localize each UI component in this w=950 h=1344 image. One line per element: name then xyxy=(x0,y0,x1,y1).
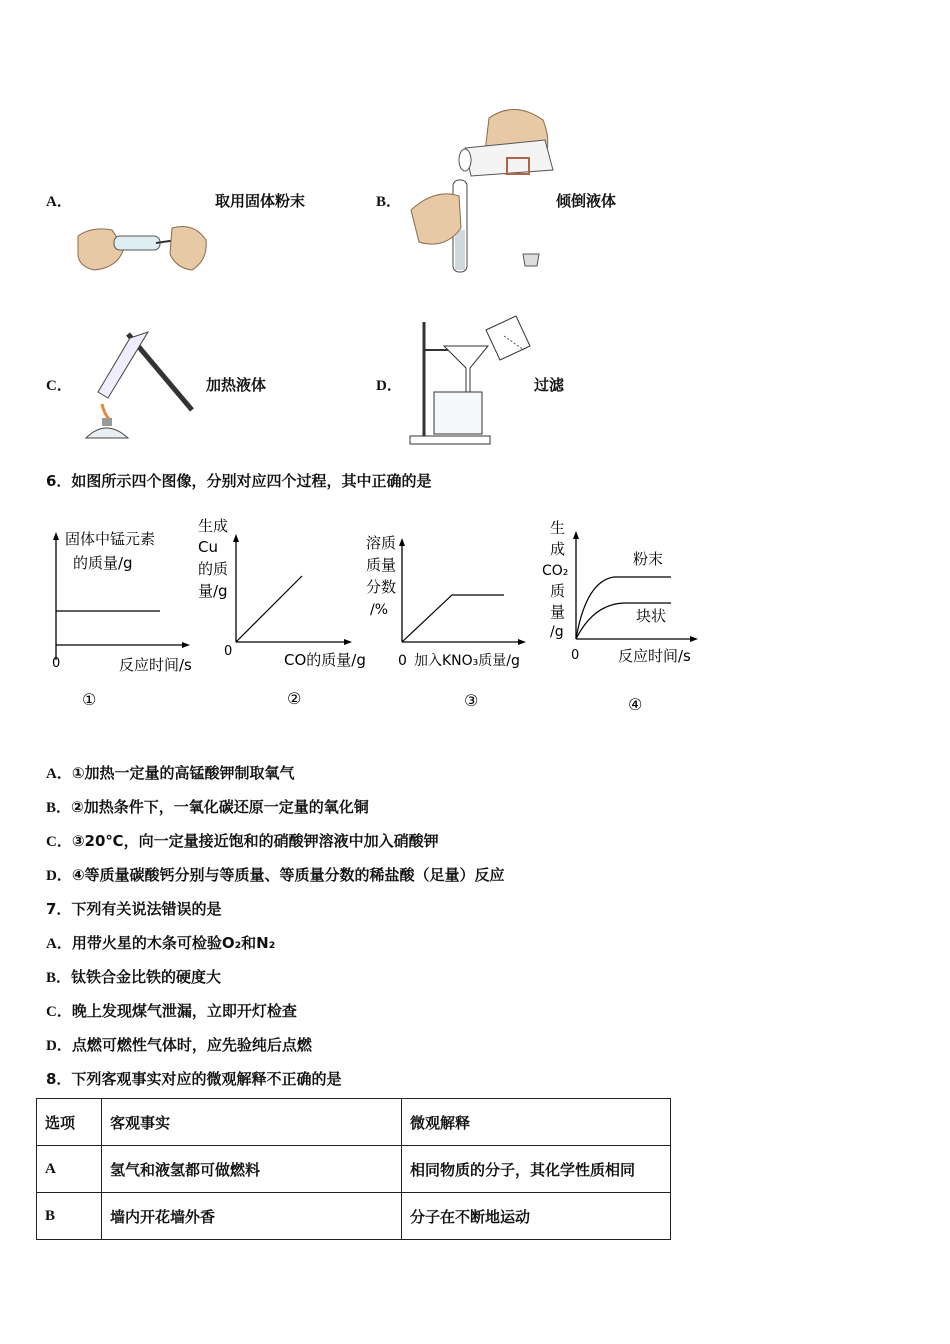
chart-2-ylabel-line-4: 量/g xyxy=(198,582,228,600)
chart-4-legend-powder: 粉末 xyxy=(633,550,664,568)
chart-4-ylabel-line-6: /g xyxy=(550,624,564,640)
chart-4-origin: 0 xyxy=(571,648,580,663)
chart-1-number: ① xyxy=(82,690,97,709)
q7-option-b-letter: B． xyxy=(46,970,72,986)
q7-option-a-text: 用带火星的木条可检验O₂和N₂ xyxy=(71,934,276,952)
filtration-icon xyxy=(404,310,534,446)
q7-option-a-letter: A． xyxy=(46,936,72,952)
q7-option-b-text: 钛铁合金比铁的硬度大 xyxy=(71,968,222,986)
chart-2 xyxy=(194,512,384,712)
chart-4-ylabel-line-2: 成 xyxy=(550,540,566,558)
q7-stem: 7．下列有关说法错误的是 xyxy=(46,900,222,918)
chart-1-ylabel-line-2: 的质量/g xyxy=(73,554,133,572)
chart-3-number: ③ xyxy=(464,691,479,710)
chart-3-ylabel-line-2: 质量 xyxy=(366,556,397,574)
chart-4 xyxy=(538,515,713,715)
heating-liquid-icon xyxy=(78,328,198,446)
option-b-caption: 倾倒液体 xyxy=(556,192,617,210)
table-cell: 氢气和液氢都可做燃料 xyxy=(102,1146,402,1193)
option-a-caption: 取用固体粉末 xyxy=(215,192,306,210)
table-row xyxy=(37,1146,671,1193)
q6-option-b-letter: B． xyxy=(46,800,72,816)
chart-4-legend-block: 块状 xyxy=(636,607,667,625)
chart-1-ylabel-line-1: 固体中锰元素 xyxy=(65,530,156,548)
chart-3-ylabel-line-4: /% xyxy=(370,602,389,618)
chart-2-number: ② xyxy=(287,689,302,708)
q7-option-c xyxy=(46,1000,297,1021)
chart-3-ylabel-line-3: 分数 xyxy=(366,578,397,596)
q6-option-a-text: ①加热一定量的高锰酸钾制取氧气 xyxy=(71,764,295,782)
q6-option-d-text: ④等质量碳酸钙分别与等质量、等质量分数的稀盐酸（足量）反应 xyxy=(71,866,505,884)
table-row xyxy=(37,1193,671,1240)
q6-option-a-letter: A． xyxy=(46,766,72,782)
option-b-letter: B． xyxy=(376,194,402,210)
q6-option-a xyxy=(46,762,295,783)
option-d-letter: D． xyxy=(376,378,402,394)
chart-3-origin: 0 xyxy=(398,653,407,669)
q7-option-b xyxy=(46,966,221,987)
chart-4-ylabel-line-5: 量 xyxy=(550,603,566,621)
chart-4-ylabel-line-3: CO₂ xyxy=(542,563,569,579)
table-header-cell: 选项 xyxy=(37,1099,102,1146)
q6-option-b-text: ②加热条件下，一氧化碳还原一定量的氧化铜 xyxy=(71,798,369,816)
chart-1-xlabel: 反应时间/s xyxy=(119,656,192,674)
table-cell: 分子在不断地运动 xyxy=(402,1193,671,1240)
chart-3-ylabel-line-1: 溶质 xyxy=(366,534,397,552)
q6-option-b xyxy=(46,796,369,817)
table-header-row xyxy=(37,1099,671,1146)
table-cell: A xyxy=(37,1146,102,1193)
q7-option-d-text: 点燃可燃性气体时，应先验纯后点燃 xyxy=(71,1036,312,1054)
q6-stem: 6．如图所示四个图像，分别对应四个过程，其中正确的是 xyxy=(46,472,432,490)
chart-2-series-line xyxy=(236,576,302,642)
q6-option-c-text: ③20℃，向一定量接近饱和的硝酸钾溶液中加入硝酸钾 xyxy=(71,832,439,850)
q8-table xyxy=(36,1098,671,1240)
table-cell: 相同物质的分子，其化学性质相同 xyxy=(402,1146,671,1193)
option-d-caption: 过滤 xyxy=(534,376,565,394)
q6-option-c-letter: C． xyxy=(46,834,72,850)
table-header-cell: 客观事实 xyxy=(102,1099,402,1146)
q7-option-d xyxy=(46,1034,312,1055)
chart-1 xyxy=(44,520,214,715)
q6-option-c xyxy=(46,830,439,851)
q7-option-c-text: 晚上发现煤气泄漏，立即开灯检查 xyxy=(71,1002,297,1020)
chart-2-xlabel: CO的质量/g xyxy=(284,651,366,669)
chart-4-number: ④ xyxy=(628,695,643,714)
chart-3 xyxy=(362,530,547,715)
chart-2-ylabel-line-1: 生成 xyxy=(198,517,229,535)
option-c-letter: C． xyxy=(46,378,72,394)
q7-option-c-letter: C． xyxy=(46,1004,72,1020)
q7-option-d-letter: D． xyxy=(46,1038,72,1054)
table-cell: 墙内开花墙外香 xyxy=(102,1193,402,1240)
option-a-letter: A． xyxy=(46,194,72,210)
chart-3-xlabel: 加入KNO₃质量/g xyxy=(414,653,520,669)
q7-option-a xyxy=(46,932,275,953)
option-c-caption: 加热液体 xyxy=(206,376,267,394)
chart-3-series-line xyxy=(402,595,504,642)
chart-4-xlabel: 反应时间/s xyxy=(618,647,691,665)
table-header-cell: 微观解释 xyxy=(402,1099,671,1146)
chart-4-ylabel-line-1: 生 xyxy=(550,519,566,537)
chart-2-ylabel-line-2: Cu xyxy=(198,538,218,556)
q6-option-d xyxy=(46,864,505,885)
q8-stem: 8．下列客观事实对应的微观解释不正确的是 xyxy=(46,1070,342,1088)
q6-option-d-letter: D． xyxy=(46,868,72,884)
chart-4-ylabel-line-4: 质 xyxy=(550,582,566,600)
chart-2-ylabel-line-3: 的质 xyxy=(198,560,229,578)
pouring-liquid-icon xyxy=(405,100,555,276)
table-cell: B xyxy=(37,1193,102,1240)
chart-1-origin: 0 xyxy=(52,656,61,671)
chart-2-origin: 0 xyxy=(224,644,233,659)
test-tube-with-spatula-icon xyxy=(72,218,212,276)
